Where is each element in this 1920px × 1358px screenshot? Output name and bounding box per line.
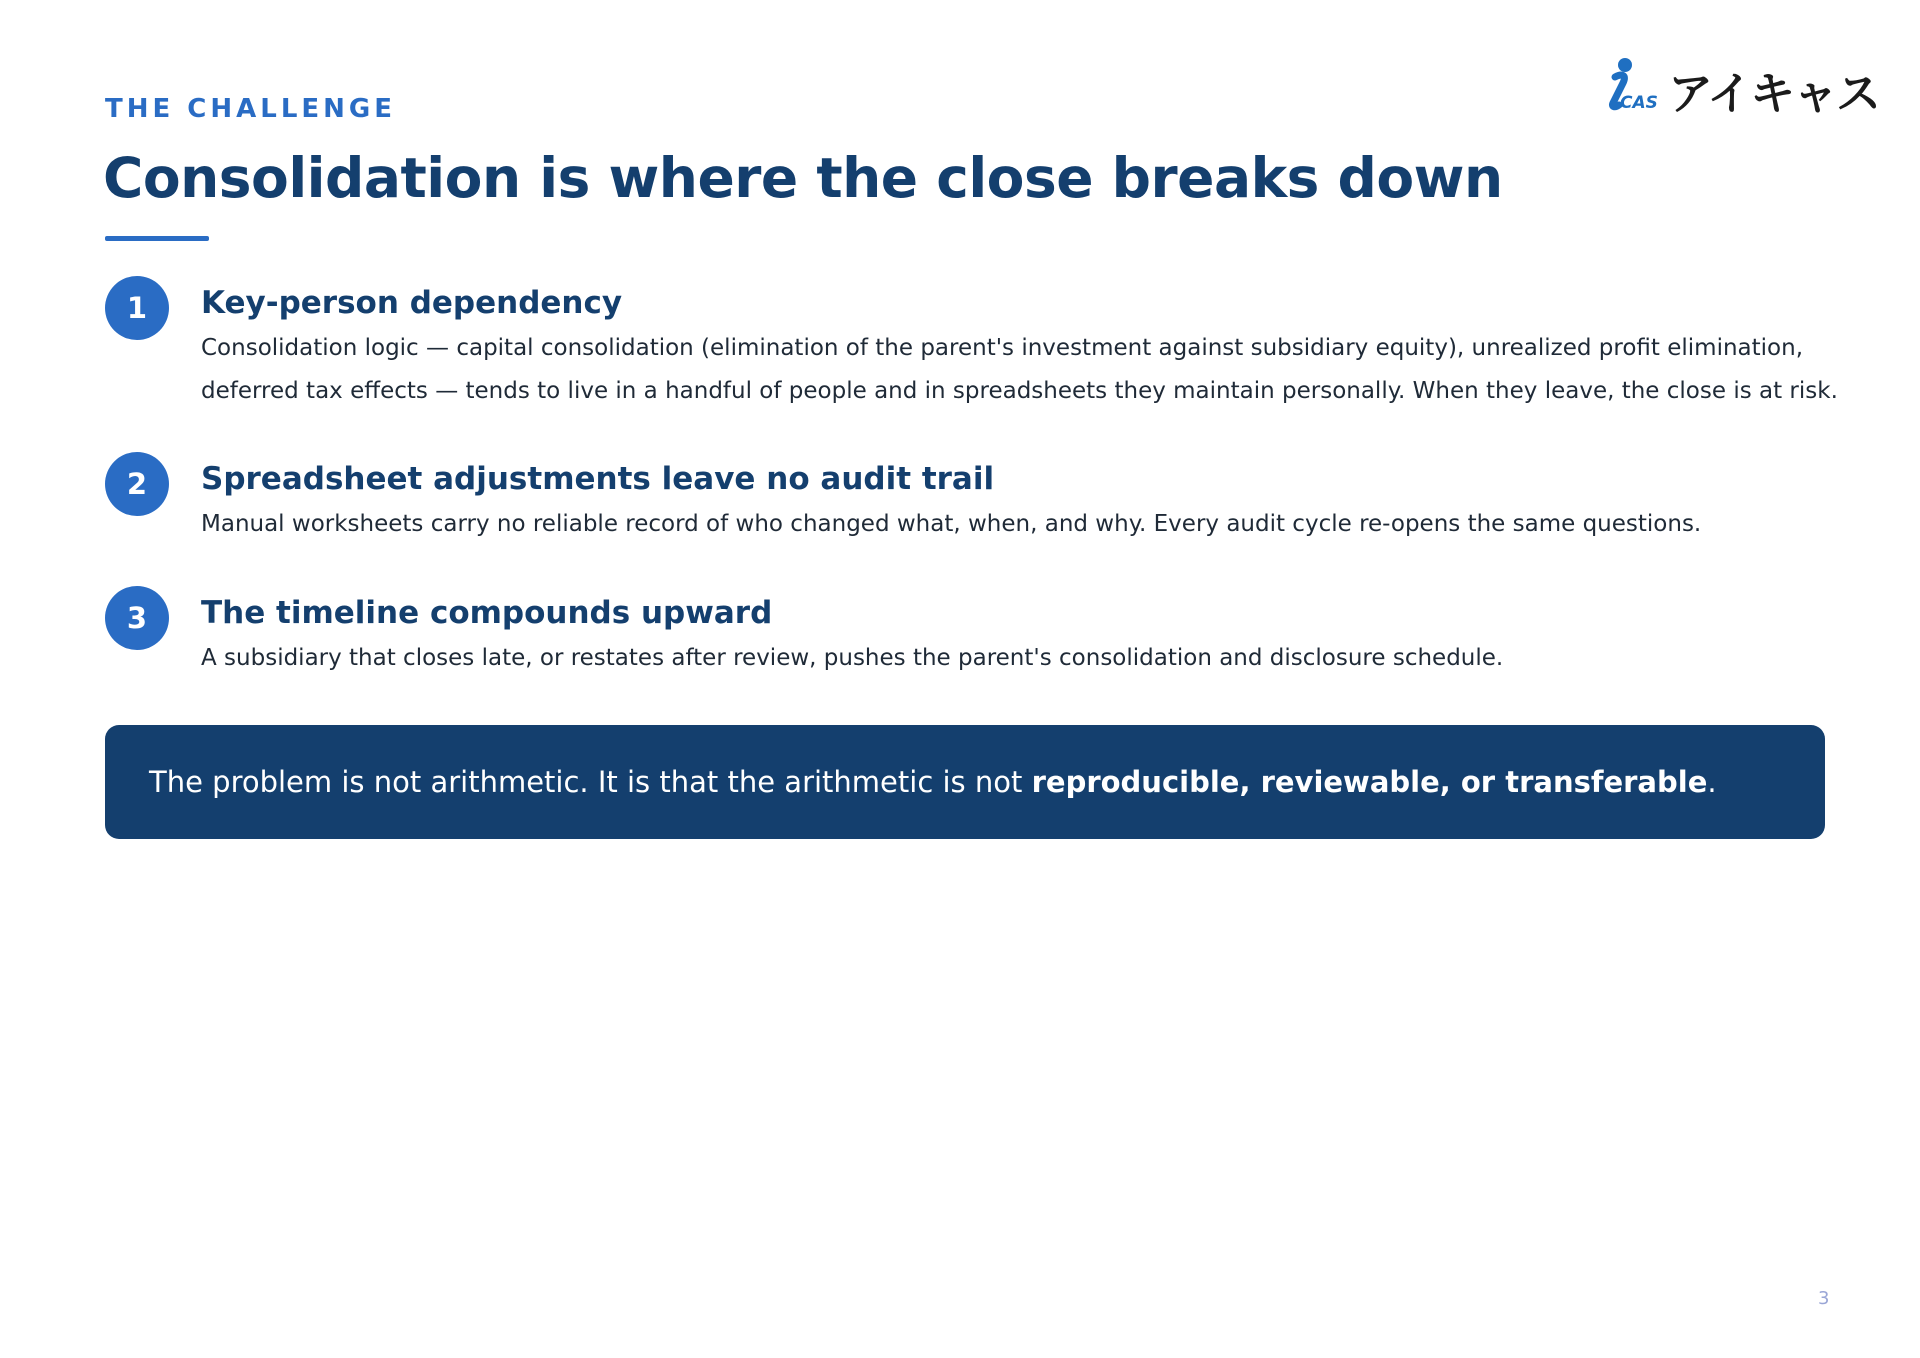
logo-wordmark: アイキャス	[1668, 67, 1879, 120]
point-title: Key-person dependency	[201, 285, 623, 321]
point-description: Manual worksheets carry no reliable record of who changed what, when, and why. Every audit cycle re-opens the same questions.	[201, 511, 1702, 537]
ics-logo-mark-icon	[1598, 55, 1662, 113]
callout-lead-text: The problem is not arithmetic. It is that the arithmetic is not	[149, 765, 1032, 799]
callout-tail-text: .	[1707, 765, 1717, 799]
title-underline	[105, 236, 209, 241]
challenge-point	[105, 586, 1825, 680]
page-number: 3	[1818, 1288, 1830, 1309]
challenge-point	[105, 452, 1825, 546]
logo-mark-text: CAS	[1620, 93, 1658, 113]
section-eyebrow: THE CHALLENGE	[105, 94, 397, 124]
point-number-badge: 1	[105, 276, 169, 340]
point-number-badge: 3	[105, 586, 169, 650]
challenge-point	[105, 276, 1838, 413]
key-message-callout	[105, 725, 1825, 839]
point-number-badge: 2	[105, 452, 169, 516]
point-description: Consolidation logic — capital consolidation (elimination of the parent's investment against subsidiary equity), unrealized profit elimination, deferred tax effects — tends to live in a handful of people and in spreadsheets they maintain personally. When they leave, the close is at risk.	[201, 335, 1838, 404]
point-title: Spreadsheet adjustments leave no audit trail	[201, 461, 995, 497]
company-logo	[1598, 55, 1879, 120]
page-title: Consolidation is where the close breaks down	[103, 146, 1503, 210]
point-description: A subsidiary that closes late, or restates after review, pushes the parent's consolidation and disclosure schedule.	[201, 645, 1504, 671]
callout-emphasis-text: reproducible, reviewable, or transferable	[1031, 765, 1708, 799]
point-title: The timeline compounds upward	[201, 595, 773, 631]
